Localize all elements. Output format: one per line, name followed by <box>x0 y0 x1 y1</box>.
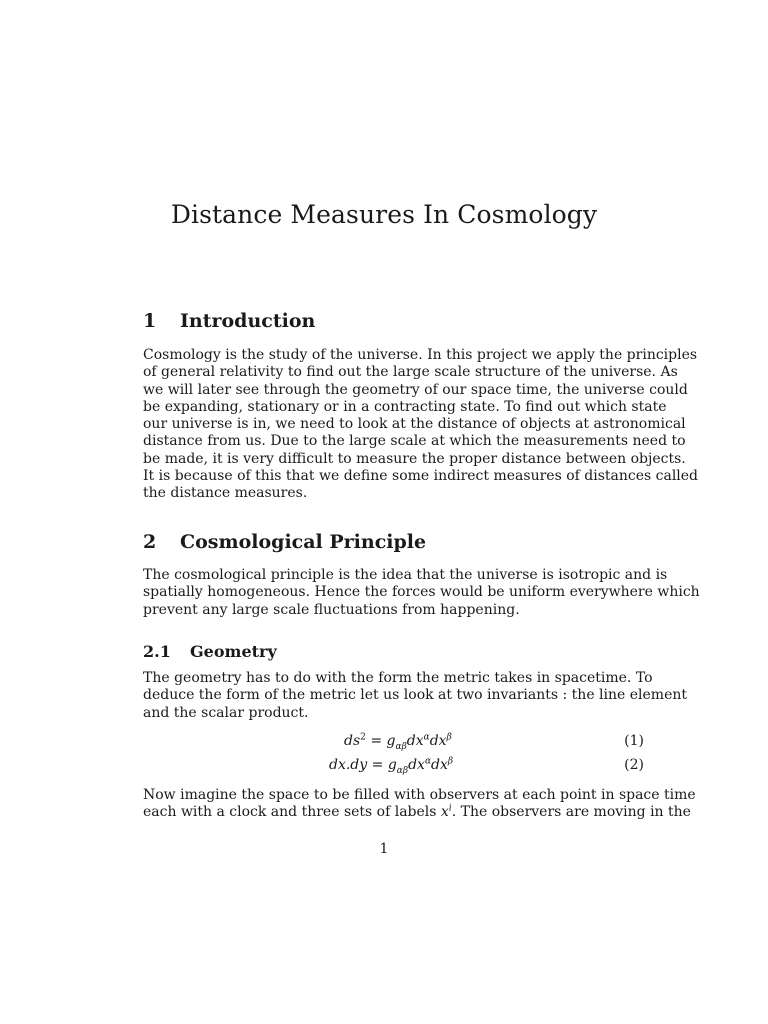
section-heading-introduction <box>143 310 315 332</box>
page-number: 1 <box>379 841 389 857</box>
paragraph-line: Now imagine the space to be filled with observers at each point in space time <box>143 787 696 803</box>
cosmological-principle-paragraph <box>143 567 700 619</box>
observers-paragraph <box>143 787 696 822</box>
paragraph-line: be expanding, stationary or in a contracting state. To find out which state <box>143 398 667 415</box>
subsection-title: Geometry <box>190 642 277 661</box>
section-title: Introduction <box>180 310 316 332</box>
paragraph-line: of general relativity to find out the large scale structure of the universe. As <box>143 364 678 381</box>
paragraph-line: deduce the form of the metric let us look at two invariants : the line element <box>143 687 688 704</box>
document-title: Distance Measures In Cosmology <box>170 200 598 229</box>
section-number: 1 <box>143 310 157 332</box>
equation-expression: $dx.dy = g_{\alpha\beta}dx^\alpha dx^\beta$ <box>329 756 454 776</box>
section-heading-cosmological-principle <box>143 531 426 553</box>
paragraph-line: each with a clock and three sets of labels $x^i$. The observers are moving in the <box>143 803 691 821</box>
inline-math-label: $x^i$ <box>440 803 452 821</box>
subsection-number: 2.1 <box>143 642 171 661</box>
paragraph-line: our universe is in, we need to look at the distance of objects at astronomical <box>143 416 686 433</box>
section-title: Cosmological Principle <box>180 531 427 553</box>
introduction-paragraph <box>143 347 699 503</box>
paragraph-line: be made, it is very difficult to measure the proper distance between objects. <box>143 450 686 467</box>
paragraph-line: The cosmological principle is the idea that the universe is isotropic and is <box>143 567 668 583</box>
equation-2 <box>143 757 644 777</box>
paragraph-line: we will later see through the geometry of our space time, the universe could <box>143 381 688 398</box>
geometry-paragraph <box>143 670 688 722</box>
equation-expression: $ds^2 = g_{\alpha\beta}dx^\alpha dx^\beta$ <box>344 732 452 752</box>
paragraph-line: spatially homogeneous. Hence the forces would be uniform everywhere which <box>143 584 700 601</box>
paragraph-line: The geometry has to do with the form the metric takes in spacetime. To <box>143 670 653 686</box>
paragraph-line: the distance measures. <box>143 485 308 502</box>
paragraph-line: and the scalar product. <box>143 704 309 721</box>
paragraph-line: It is because of this that we define some indirect measures of distances called <box>143 468 699 485</box>
equation-1 <box>143 733 644 753</box>
subsection-heading-geometry <box>143 642 277 661</box>
paragraph-line: Cosmology is the study of the universe. In this project we apply the principles <box>143 347 698 363</box>
paragraph-line: prevent any large scale fluctuations from happening. <box>143 601 520 618</box>
paragraph-line: distance from us. Due to the large scale at which the measurements need to <box>143 433 686 450</box>
equation-number: (1) <box>624 733 644 749</box>
equation-number: (2) <box>624 757 644 773</box>
section-number: 2 <box>143 531 157 553</box>
